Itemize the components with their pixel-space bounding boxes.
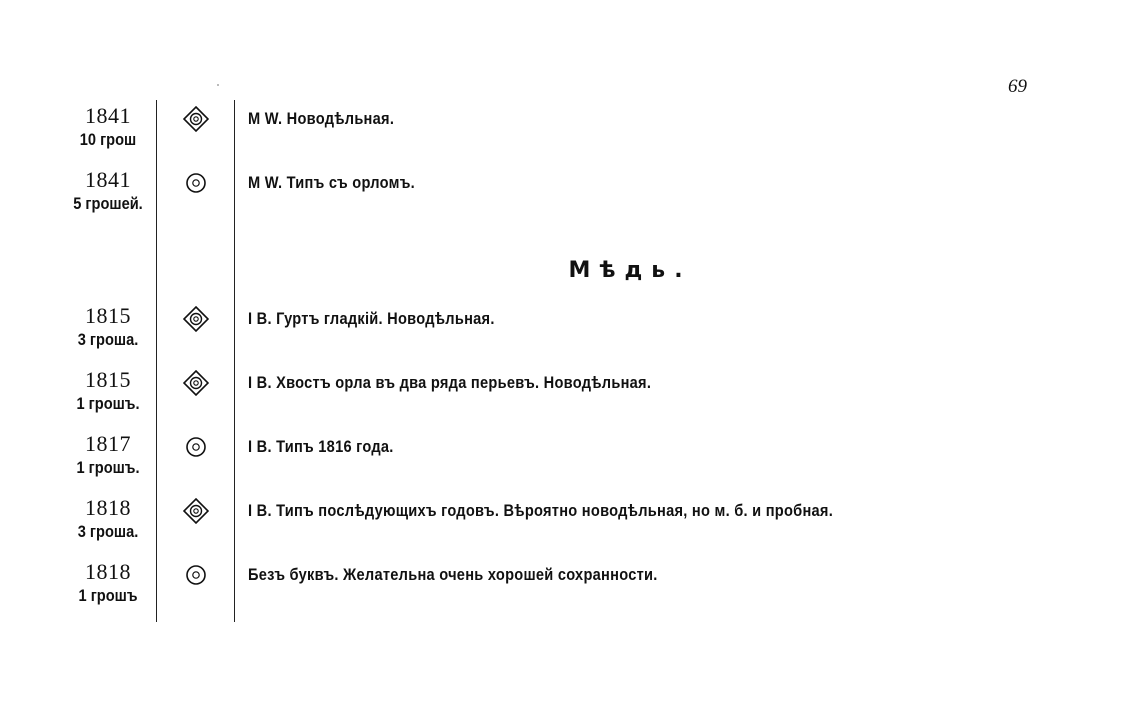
entry-year: 1841 (85, 167, 131, 192)
entry-description: I B. Типъ 1816 года. (248, 437, 394, 456)
entry-description: M W. Типъ съ орломъ. (248, 173, 415, 192)
catalog-entry (0, 168, 1140, 224)
entry-description: Безъ буквъ. Желательна очень хорошей сохранности. (248, 565, 658, 584)
entry-description: I B. Гуртъ гладкій. Новодѣльная. (248, 309, 495, 328)
entry-year: 1841 (85, 103, 131, 128)
section-title: Мѣдь. (568, 258, 692, 283)
catalog-entry (0, 560, 1140, 616)
entry-year: 1817 (85, 431, 131, 456)
catalog-entry (0, 496, 1140, 552)
catalog-entry (0, 368, 1140, 424)
entry-year: 1815 (85, 367, 131, 392)
entry-denomination: 10 грош (79, 130, 137, 149)
entry-description: I B. Хвостъ орла въ два ряда перьевъ. Новодѣльная. (248, 373, 652, 392)
entry-year: 1815 (85, 303, 131, 328)
diamond-circle-icon (183, 370, 209, 396)
catalog-entry (0, 304, 1140, 360)
catalog-entry (0, 432, 1140, 488)
entry-denomination: 1 грошъ. (76, 394, 140, 413)
catalog-entry (0, 104, 1140, 160)
circle-icon (183, 562, 209, 588)
entry-denomination: 1 грошъ. (76, 458, 140, 477)
entry-year: 1818 (85, 495, 131, 520)
entry-denomination: 1 грошъ (78, 586, 138, 605)
circle-icon (183, 170, 209, 196)
entry-year: 1818 (85, 559, 131, 584)
diamond-circle-icon (183, 306, 209, 332)
ink-speck (217, 84, 219, 86)
circle-icon (183, 434, 209, 460)
diamond-circle-icon (183, 106, 209, 132)
entry-denomination: 3 гроша. (77, 330, 139, 349)
page-number: 69 (1008, 76, 1027, 97)
entry-denomination: 3 гроша. (77, 522, 139, 541)
entry-description: I B. Типъ послѣдующихъ годовъ. Вѣроятно новодѣльная, но м. б. и пробная. (248, 501, 834, 520)
entry-denomination: 5 грошей. (73, 194, 143, 213)
diamond-circle-icon (183, 498, 209, 524)
entry-description: M W. Новодѣльная. (248, 109, 395, 128)
